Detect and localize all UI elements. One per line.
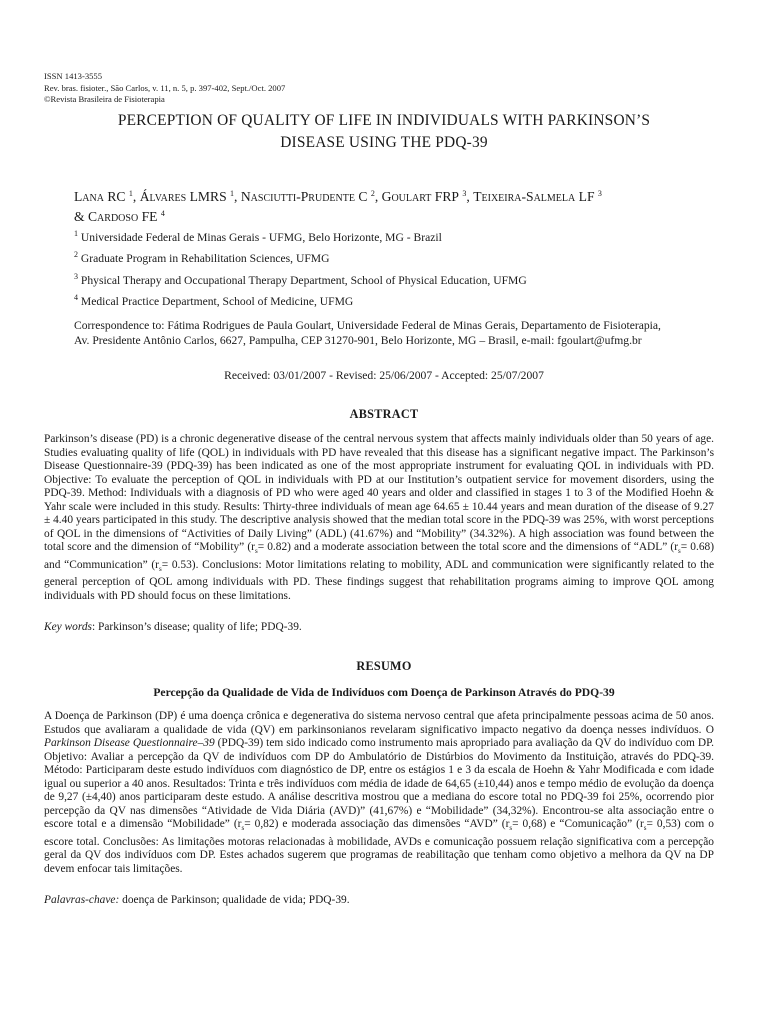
author-name: Nasciutti-Prudente C — [240, 189, 368, 204]
title-line-1: PERCEPTION OF QUALITY OF LIFE IN INDIVIDUALS WITH PARKINSON’S — [117, 112, 651, 129]
resumo-part: = 0,68) e “Comunicação” (r — [512, 818, 644, 830]
affiliation — [74, 295, 353, 308]
abstract-part: = 0.68) and “Communication” (r — [44, 541, 714, 571]
author-list: Lana RC $^1$, Álvares LMRS $^1$, Nasciutti-Prudente C $^2$, Goulart FRP $^3$, Teixeira-Salmela LF $^3$ & Cardoso FE $^4$ — [74, 189, 602, 224]
author-name: Álvares LMRS — [139, 189, 227, 204]
r-subscript: s — [158, 564, 162, 573]
author-name: Goulart FRP — [381, 189, 459, 204]
correspondence: Correspondence to: Fátima Rodrigues de Paula Goulart, Universidade Federal de Minas Gerais, Departamento de Fisioterapia, Av. Presidente Antônio Carlos, 6627, Pampulha, CEP 31270-901, Belo Horizonte, MG – Brasil, e-mail: fgoulart@ufmg.br — [74, 319, 661, 347]
affiliation — [74, 231, 442, 244]
resumo-part: = 0,82) e moderada associação das dimensões “AVD” (r — [244, 818, 510, 830]
author-sup: 3 — [462, 189, 467, 198]
resumo-italic: Parkinson Disease Questionnaire–39 — [44, 737, 215, 749]
author-sup: 4 — [160, 209, 165, 218]
resumo-part: (PDQ-39) tem sido indicado como instrumento mais apropriado para avaliação da QV do indivíduo com DP. Objetivo: Avaliar a percepção da QV de indivíduos com DP do Ambulatório de Distúrbios do Movimento da Instituição, através do PDQ-39. Método: Participaram deste estudo indivíduos com diagnóstico de DP, entre os estágios 1 e 3 da escala de Hoehn & Yahr Modificada e com idade igual ou superior a 40 anos. Resultados: Trinta e três indivíduos com média de idade de 64,65 (±10,44) anos e tempo médio de evolução da doença de 9,27 (±4,40) anos participaram deste estudo. A análise descritiva mostrou que a mediana do escore total no PDQ-39 foi 25%, ocorrendo pior percepção da QV nas dimensões “Atividade de Vida Diária (AVD)” (41,67%) e “Mobilidade” (34,32%). Encontrou-se alta associação entre o escore total e a dimensão “Mobilidade” (r — [44, 737, 714, 830]
resumo-heading: RESUMO — [356, 659, 412, 673]
abstract-part: = 0.82) and a moderate association between the total score and the dimensions of “ADL” (r — [257, 541, 678, 553]
author-sup: 1 — [230, 189, 235, 198]
resumo-subtitle: Percepção da Qualidade de Vida de Indivíduos com Doença de Parkinson Através do PDQ-39 — [153, 686, 615, 699]
citation: Rev. bras. fisioter., São Carlos, v. 11, n. 5, p. 397-402, Sept./Oct. 2007 — [44, 82, 286, 93]
affiliation-sup: 2 — [74, 250, 78, 259]
affiliation-text: Graduate Program in Rehabilitation Sciences, UFMG — [80, 252, 330, 265]
resumo-part: = 0,53) com o escore total. Conclusões: As limitações motoras relacionadas à mobilidade, AVDs e comunicação possuem relação significativa com a percepção geral da QV dos indivíduos com DP. Estes achados sugerem que programas de reabilitação que tenham como objetivo a melhora da QV na DP devem enfocar tais limitações. — [44, 818, 714, 875]
r-subscript: s — [254, 547, 258, 555]
author-name: Lana RC — [74, 189, 126, 204]
copyright: ©Revista Brasileira de Fisioterapia — [44, 94, 165, 104]
received-dates: Received: 03/01/2007 - Revised: 25/06/2007 - Accepted: 25/07/2007 — [224, 369, 544, 382]
keywords-label: Key words — [44, 621, 92, 633]
affiliation-sup: 3 — [74, 272, 78, 281]
abstract-part: = 0.53). Conclusions: Motor limitations relating to mobility, ADL and communication were significantly related to the general perception of QOL among individuals with PD. These findings suggest that rehabilitation programs aiming to improve QOL among individuals with PD should focus on these limitations. — [44, 558, 714, 602]
journal-meta — [44, 71, 285, 106]
issn: ISSN 1413-3555 — [44, 71, 103, 81]
affiliation-text: Universidade Federal de Minas Gerais - UFMG, Belo Horizonte, MG - Brazil — [80, 231, 442, 244]
paper-title — [40, 110, 728, 154]
r-subscript: s — [643, 824, 647, 832]
palavras-chave — [44, 894, 350, 906]
abstract-part: Parkinson’s disease (PD) is a chronic degenerative disease of the central nervous system that affects mainly individuals older than 50 years of age. Studies evaluating quality of life (QOL) in individuals with PD have revealed that this disease has a significant negative impact. The Parkinson’s Disease Questionnaire-39 (PDQ-39) has been indicated as one of the most appropriate instrument for evaluating QOL in individuals with PD. Objective: To evaluate the perception of QOL in individuals with PD at our Institution’s outpatient service for movement disorders, using the PDQ-39. Method: Individuals with a diagnosis of PD who were aged 40 years and older and classified in stages 1 to 3 of the Modified Hoehn & Yahr scale were included in this study. Results: Thirty-three individuals of mean age 64.65 ± 10.44 years and mean duration of the disease of 9.27 ± 4.40 years participated in this study. The descriptive analysis showed that the median total score in the PDQ-39 was 25%, with worst perceptions of QOL in the dimensions of “Activities of Daily Living” (ADL) (41.67%) and “Mobility” (34.32%). A high association was found between the total score and the dimension of “Mobility” (r — [44, 433, 714, 553]
title-line-2: DISEASE USING THE PDQ-39 — [280, 134, 488, 151]
affiliation-sup: 4 — [74, 293, 78, 302]
affiliation-sup: 1 — [74, 229, 78, 238]
abstract-text — [44, 433, 714, 603]
keywords — [44, 621, 302, 633]
author-name: Cardoso FE — [87, 209, 158, 224]
resumo-part: A Doença de Parkinson (DP) é uma doença crônica e degenerativa do sistema nervoso central que afeta principalmente pessoas acima de 50 anos. Estudos que avaliaram a qualidade de vida (QV) em parkinsonianos revelaram significativo impacto negativo da doença nesses indivíduos. O — [44, 710, 714, 736]
resumo-text — [44, 710, 714, 876]
affiliation-text: Medical Practice Department, School of Medicine, UFMG — [80, 295, 354, 308]
author-sup: 1 — [128, 189, 133, 198]
keywords-text: : Parkinson’s disease; quality of life; PDQ-39. — [92, 621, 302, 633]
abstract-heading: ABSTRACT — [349, 407, 419, 421]
palavras-chave-text: doença de Parkinson; qualidade de vida; PDQ-39. — [119, 894, 350, 906]
author-sup: 2 — [370, 189, 375, 198]
r-subscript: s — [509, 824, 513, 832]
author-sup: 3 — [597, 189, 602, 198]
palavras-chave-label: Palavras-chave: — [44, 894, 120, 906]
author-name: Teixeira-Salmela LF — [473, 189, 595, 204]
r-subscript: s — [241, 824, 245, 832]
affiliation — [74, 274, 527, 287]
affiliation-text: Physical Therapy and Occupational Therapy Department, School of Physical Education, UFMG — [80, 274, 527, 287]
r-subscript: s — [678, 547, 681, 555]
affiliation — [74, 252, 329, 265]
